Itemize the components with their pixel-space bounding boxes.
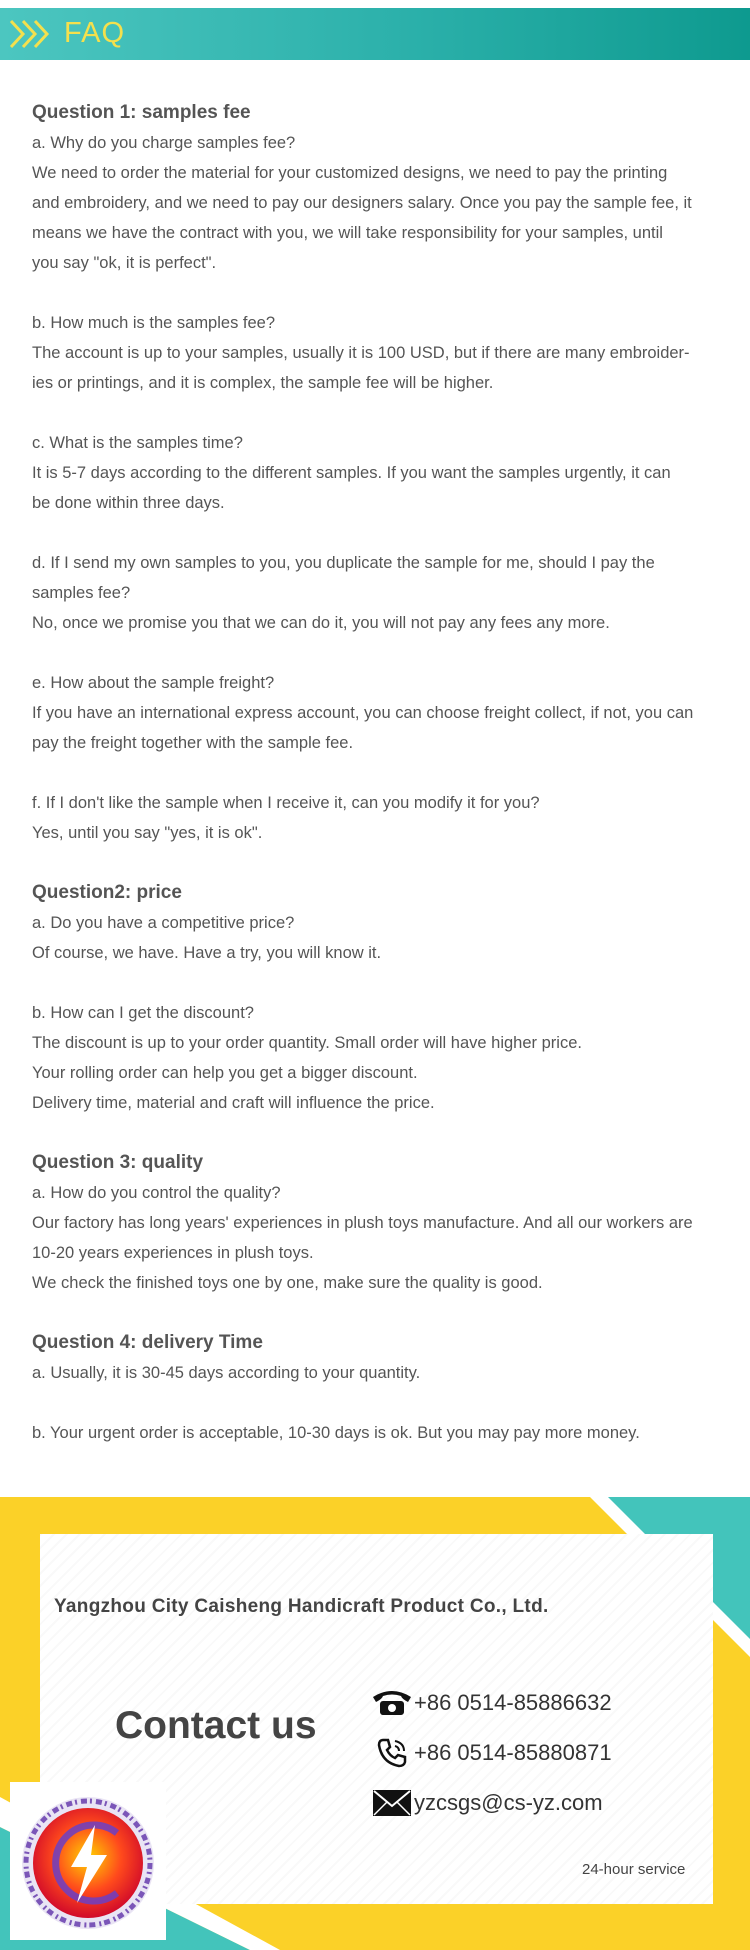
contact-title: Contact us [115,1704,317,1747]
faq-section [32,1148,722,1298]
faq-list [32,98,722,1478]
faq-answer-line: Of course, we have. Have a try, you will know it. [32,944,382,962]
faq-answer-line: The discount is up to your order quantity. Small order will have higher price. [32,1034,582,1052]
phone-call-icon [370,1736,414,1770]
faq-answer-line: Your rolling order can help you get a bigger discount. [32,1064,418,1082]
faq-question: a. Usually, it is 30-45 days according to your quantity. [32,1364,421,1382]
faq-item [32,548,722,638]
telephone-icon [370,1686,414,1720]
faq-section [32,878,722,1118]
faq-question: b. How can I get the discount? [32,1004,254,1022]
faq-item [32,908,722,968]
faq-answer-line: It is 5-7 days according to the different samples. If you want the samples urgently, it can [32,464,671,482]
faq-section [32,1328,722,1448]
faq-item [32,1178,722,1298]
faq-answer-line: means we have the contract with you, we will take responsibility for your samples, until [32,224,663,242]
faq-item [32,308,722,398]
faq-item [32,1418,722,1448]
phone-number-1[interactable]: +86 0514-85886632 [414,1690,612,1715]
email-line [370,1786,603,1820]
faq-item [32,128,722,278]
faq-answer-line: samples fee? [32,584,131,602]
faq-question: b. How much is the samples fee? [32,314,276,332]
faq-question: e. How about the sample freight? [32,674,275,692]
faq-answer-line: and embroidery, and we need to pay our designers salary. Once you pay the sample fee, it [32,194,692,212]
phone-number-2[interactable]: +86 0514-85880871 [414,1740,612,1765]
faq-answer-line: We check the finished toys one by one, make sure the quality is good. [32,1274,543,1292]
faq-question: a. How do you control the quality? [32,1184,281,1202]
faq-section [32,98,722,848]
faq-question: d. If I send my own samples to you, you duplicate the sample for me, should I pay the [32,554,655,572]
faq-question: c. What is the samples time? [32,434,243,452]
faq-item [32,998,722,1118]
company-logo [10,1782,166,1940]
contact-footer [0,1497,750,1950]
faq-answer-line: ies or printings, and it is complex, the sample fee will be higher. [32,374,494,392]
faq-question: f. If I don't like the sample when I receive it, can you modify it for you? [32,794,540,812]
section-title: Question 3: quality [32,1152,204,1173]
phone-line-1 [370,1686,612,1720]
faq-item [32,668,722,758]
faq-answer-line: We need to order the material for your customized designs, we need to pay the printing [32,164,668,182]
email-address[interactable]: yzcsgs@cs-yz.com [414,1790,603,1815]
faq-answer-line: No, once we promise you that we can do it, you will not pay any fees any more. [32,614,610,632]
faq-answer-line: If you have an international express account, you can choose freight collect, if not, you can [32,704,694,722]
faq-answer-line: 10-20 years experiences in plush toys. [32,1244,314,1262]
faq-answer-line: Delivery time, material and craft will influence the price. [32,1094,435,1112]
faq-question: b. Your urgent order is acceptable, 10-30 days is ok. But you may pay more money. [32,1424,640,1442]
section-title: Question2: price [32,882,182,903]
section-title: Question 4: delivery Time [32,1332,263,1353]
phone-line-2 [370,1736,612,1770]
company-name: Yangzhou City Caisheng Handicraft Product Co., Ltd. [54,1596,549,1617]
triple-chevron-icon [8,18,58,50]
faq-answer-line: be done within three days. [32,494,225,512]
faq-question: a. Do you have a competitive price? [32,914,295,932]
faq-answer-line: Yes, until you say "yes, it is ok". [32,824,263,842]
section-title: Question 1: samples fee [32,102,251,123]
faq-item [32,1358,722,1388]
envelope-icon [370,1786,414,1820]
faq-item [32,788,722,848]
faq-answer-line: Our factory has long years' experiences in plush toys manufacture. And all our workers are [32,1214,693,1232]
faq-answer-line: pay the freight together with the sample fee. [32,734,354,752]
faq-answer-line: you say "ok, it is perfect". [32,254,217,272]
banner-title: FAQ [64,17,126,49]
faq-answer-line: The account is up to your samples, usually it is 100 USD, but if there are many embroider- [32,344,690,362]
faq-item [32,428,722,518]
faq-banner [0,8,750,60]
service-note: 24-hour service [582,1861,686,1878]
faq-question: a. Why do you charge samples fee? [32,134,296,152]
